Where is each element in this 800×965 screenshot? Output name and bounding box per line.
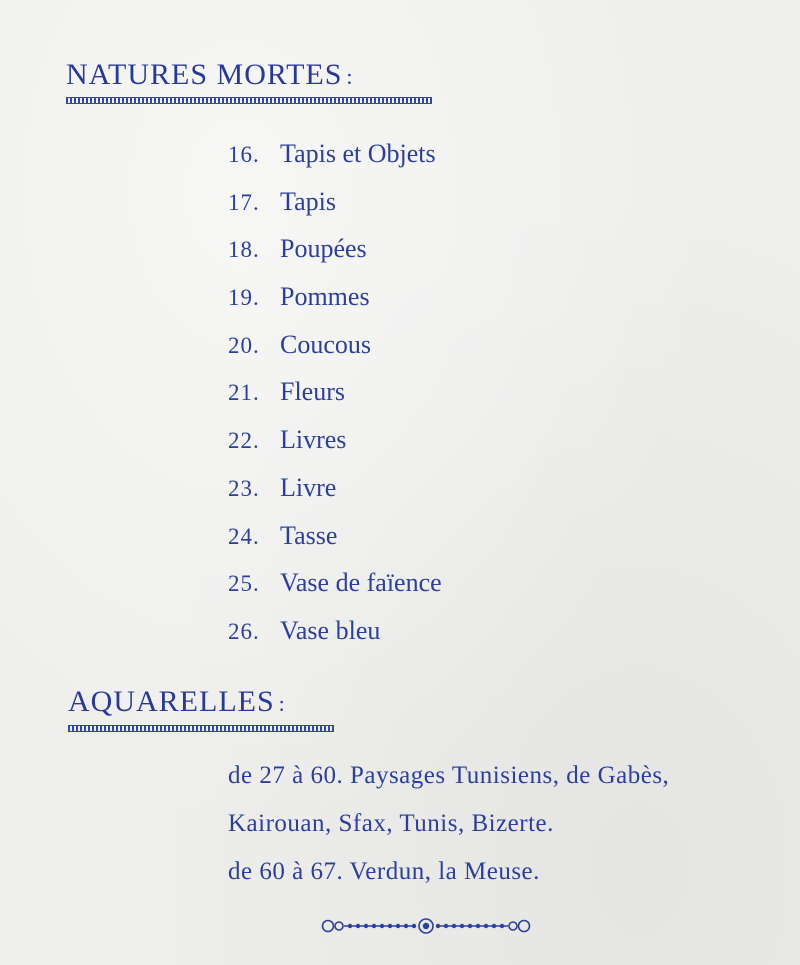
list-item bbox=[228, 273, 442, 321]
list-item bbox=[228, 559, 442, 607]
item-number: 18. bbox=[228, 237, 260, 263]
natures-mortes-list bbox=[228, 130, 442, 655]
item-label: Coucous bbox=[280, 329, 371, 359]
item-label: Tasse bbox=[280, 520, 338, 550]
list-item bbox=[228, 512, 442, 560]
item-label: Vase bleu bbox=[280, 615, 381, 645]
heading-natures-mortes-colon: : bbox=[346, 64, 354, 89]
decorative-chain-ornament-icon bbox=[320, 916, 532, 936]
heading-aquarelles-text: AQUARELLES bbox=[68, 685, 275, 718]
aquarelles-list bbox=[228, 752, 669, 896]
item-number: 20. bbox=[228, 332, 260, 358]
item-label: Tapis et Objets bbox=[280, 139, 436, 168]
item-number: 24. bbox=[228, 523, 260, 549]
heading-natures-mortes-text: NATURES MORTES bbox=[66, 58, 343, 91]
list-item: Kairouan, Sfax, Tunis, Bizerte. bbox=[228, 810, 554, 837]
item-label: Livre bbox=[280, 472, 337, 502]
list-item bbox=[228, 321, 442, 369]
heading-aquarelles bbox=[68, 685, 286, 719]
heading-natures-mortes-underline bbox=[66, 97, 432, 104]
item-label: Vase de faïence bbox=[280, 568, 442, 598]
list-item bbox=[228, 225, 442, 273]
item-number: 23. bbox=[228, 475, 260, 501]
list-item bbox=[228, 607, 442, 655]
item-number: 17. bbox=[228, 189, 260, 215]
item-label: Fleurs bbox=[280, 377, 345, 407]
heading-aquarelles-underline bbox=[68, 725, 334, 732]
list-item: de 60 à 67. Verdun, la Meuse. bbox=[228, 858, 540, 885]
list-item bbox=[228, 368, 442, 416]
heading-natures-mortes bbox=[66, 58, 354, 92]
list-item bbox=[228, 130, 442, 178]
item-number: 21. bbox=[228, 380, 260, 406]
item-label: Pommes bbox=[280, 282, 370, 312]
item-number: 25. bbox=[228, 571, 260, 597]
list-item: de 27 à 60. Paysages Tunisiens, de Gabès, bbox=[228, 762, 670, 789]
item-label: Poupées bbox=[280, 234, 367, 264]
item-number: 26. bbox=[228, 618, 260, 644]
item-label: Livres bbox=[280, 425, 347, 455]
list-item bbox=[228, 464, 442, 512]
list-item bbox=[228, 416, 442, 464]
item-number: 22. bbox=[228, 428, 260, 454]
item-label: Tapis bbox=[280, 186, 336, 216]
item-number: 16. bbox=[228, 142, 260, 167]
item-number: 19. bbox=[228, 285, 260, 311]
list-item bbox=[228, 178, 442, 226]
heading-aquarelles-colon: : bbox=[278, 691, 286, 716]
